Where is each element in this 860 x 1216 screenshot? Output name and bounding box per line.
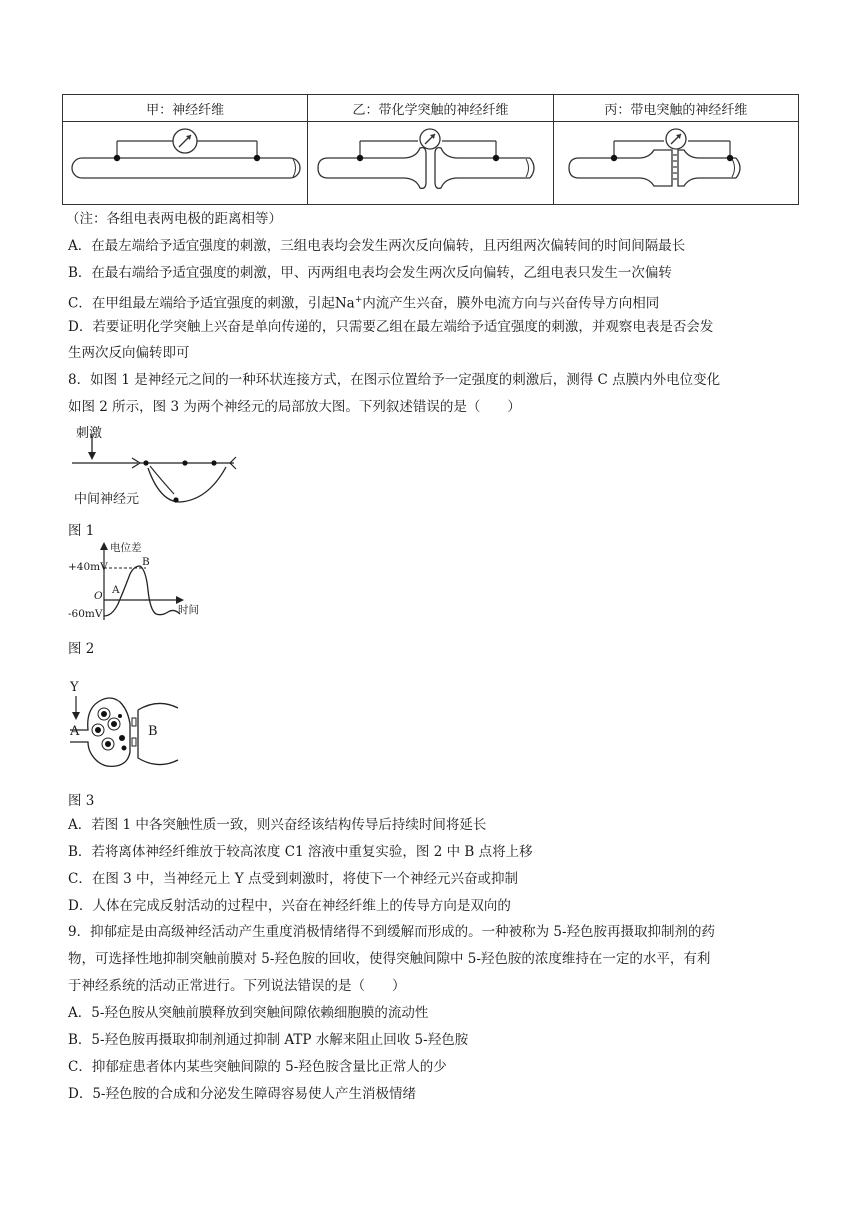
q9-option-d: D．5-羟色胺的合成和分泌发生障碍容易使人产生消极情绪 [68,1086,416,1102]
figure-3-point-y: Y [70,680,79,695]
q8-stem-line1: 8．如图 1 是神经元之间的一种环状连接方式，在图示位置给予一定强度的刺激后，测得 C 点膜内外电位变化 [68,372,721,388]
q8-option-c: C．在图 3 中，当神经元上 Y 点受到刺激时，将使下一个神经元兴奋或抑制 [68,871,518,887]
figure-1-stimulus-label: 刺激 [76,426,103,441]
figure-1-caption: 图 1 [68,523,95,539]
na-charge: + [354,295,363,305]
table-header-jia: 甲：神经纤维 [63,95,308,122]
figure-1-ring-neurons [68,422,248,516]
fiber-yi-diagram [308,122,553,205]
table-note: （注：各组电表两电极的距离相等） [66,211,282,227]
q8-option-b: B．若将离体神经纤维放于较高浓度 C1 溶液中重复实验，图 2 中 B 点将上移 [68,844,533,860]
q7-option-d: D．若要证明化学突触上兴奋是单向传递的，只需要乙组在最左端给予适宜强度的刺激，并观察电表是否会发 [68,319,714,335]
q9-stem-line3: 于神经系统的活动正常进行。下列说法错误的是（ ） [68,978,406,994]
figure-2-point-b: B [142,556,150,568]
q7-option-b: B．在最右端给予适宜强度的刺激，甲、丙两组电表均会发生两次反向偏转，乙组电表只发生一次偏转 [68,265,672,281]
q7-option-c [68,291,659,313]
q8-option-a: A．若图 1 中各突触性质一致，则兴奋经该结构传导后持续时间将延长 [68,817,487,833]
q9-stem-line2: 物，可选择性地抑制突触前膜对 5-羟色胺的回收，使得突触间隙中 5-羟色胺的浓度维持在一定的水平，有利 [68,951,711,967]
q7-option-c-text: C．在甲组最左端给予适宜强度的刺激，引起 [68,295,335,312]
table-header-yi: 乙：带化学突触的神经纤维 [308,95,553,122]
figure-2-tick-top: +40mV [68,561,108,573]
fiber-jia-diagram [63,122,308,205]
figure-2-potential-graph [68,540,218,622]
figure-3-neuron-a: A [70,724,80,739]
figure-3-synapse [68,680,188,772]
figure-2-caption: 图 2 [68,641,95,657]
na-symbol: Na [334,295,355,312]
q8-option-d: D．人体在完成反射活动的过程中，兴奋在神经纤维上的传导方向是双向的 [68,898,511,914]
figure-3-neuron-b: B [148,724,158,739]
fiber-bing-diagram [553,122,798,205]
fiber-figure-table [62,94,799,205]
figure-2-point-a: A [112,584,120,596]
q9-option-c: C．抑郁症患者体内某些突触间隙的 5-羟色胺含量比正常人的少 [68,1059,447,1075]
figure-3-caption: 图 3 [68,793,95,809]
figure-2-x-axis-label: 时间 [178,604,199,616]
q9-option-b: B．5-羟色胺再摄取抑制剂通过抑制 ATP 水解来阻止回收 5-羟色胺 [68,1032,469,1048]
q9-stem-line1: 9．抑郁症是由高级神经活动产生重度消极情绪得不到缓解而形成的。一种被称为 5-羟色胺再摄取抑制剂的药 [68,924,716,940]
q7-option-d-cont: 生两次反向偏转即可 [68,345,190,361]
q8-stem-line2: 如图 2 所示，图 3 为两个神经元的局部放大图。下列叙述错误的是（ ） [68,399,521,415]
figure-2-y-axis-label: 电位差 [110,542,142,554]
figure-2-tick-bottom: -60mV [68,608,103,620]
figure-2-origin: O [94,590,103,602]
q7-option-c-rest: 内流产生兴奋，膜外电流方向与兴奋传导方向相同 [362,295,660,312]
figure-1-neuron-label: 中间神经元 [74,492,140,507]
q7-option-a: A．在最左端给予适宜强度的刺激，三组电表均会发生两次反向偏转，且丙组两次偏转间的时间间隔最长 [68,238,686,254]
table-header-bing: 丙：带电突触的神经纤维 [553,95,798,122]
q9-option-a: A．5-羟色胺从突触前膜释放到突触间隙依赖细胞膜的流动性 [68,1005,429,1021]
